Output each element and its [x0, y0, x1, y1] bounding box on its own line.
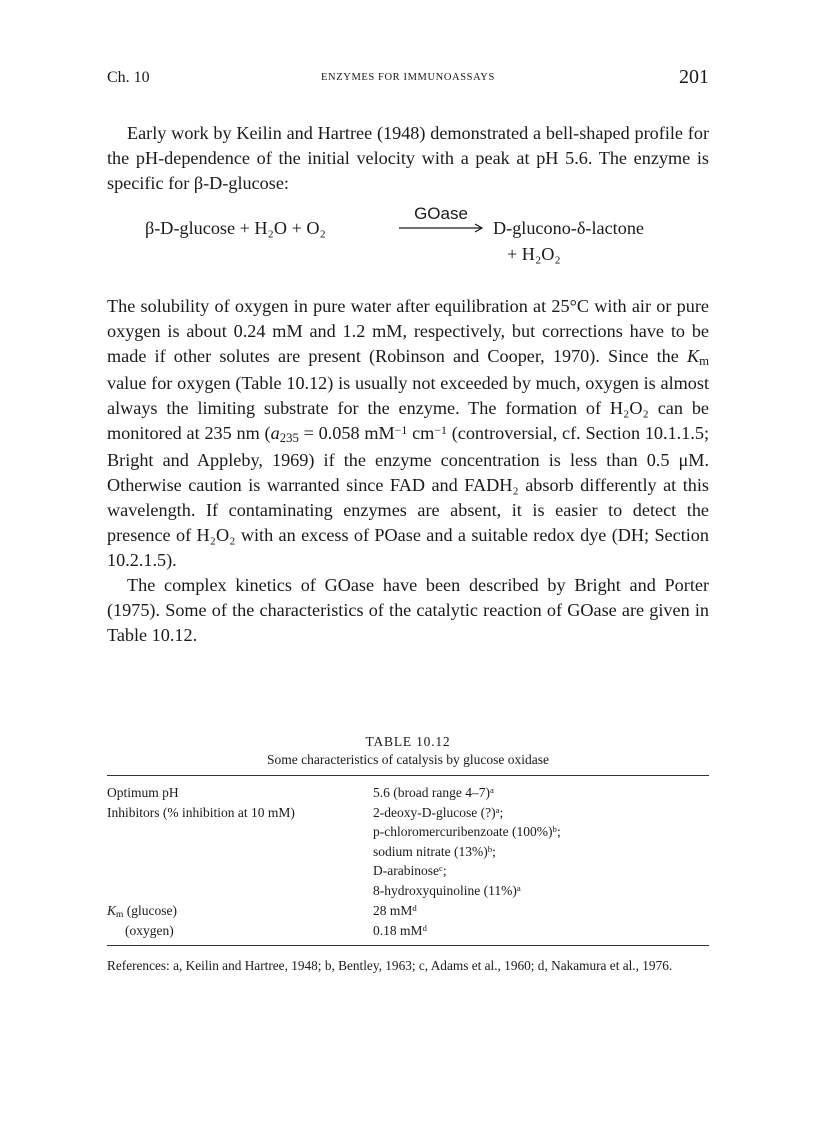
separator: ;: [492, 843, 496, 859]
km-subscript: m: [699, 354, 709, 369]
row-label: [107, 882, 373, 902]
reaction-product-1: D-glucono-δ-lactone: [493, 218, 644, 238]
km-subscript: m: [116, 909, 124, 920]
row-label: [107, 823, 373, 843]
exponent-2: −1: [434, 422, 447, 437]
ref-mark: d: [422, 923, 427, 934]
characteristics-table: [107, 784, 709, 942]
exponent-1: −1: [394, 422, 408, 437]
table-row: [107, 784, 709, 804]
chapter-label: Ch. 10: [107, 69, 150, 86]
running-title: ENZYMES FOR IMMUNOASSAYS: [321, 72, 495, 83]
ref-mark: b: [552, 824, 557, 835]
paragraph-2: [107, 294, 709, 648]
separator: ;: [499, 804, 504, 820]
row-value: [373, 784, 709, 804]
p2-seg-2: value for oxygen (Table 10.12) is usually not exceeded by much, oxygen is almost always the limiting substrate for the enzyme. The formation of: [107, 373, 709, 418]
value-text: 5.6 (broad range 4–7): [373, 785, 490, 800]
row-label: Inhibitors (% inhibition at 10 mM): [107, 804, 295, 820]
row-label: [107, 862, 373, 882]
catalyst-label: GOase: [414, 204, 468, 223]
value-text: 8-hydroxyquinoline (11%): [373, 882, 517, 898]
reaction-product-2: + H₂O₂: [507, 244, 561, 264]
row-value: [373, 823, 709, 843]
paragraph-3-text: The complex kinetics of GOase have been described by Bright and Porter (1975). Some of the characteristics of the catalytic reaction of GOase are given in Table 10.12.: [107, 575, 709, 645]
table-bottom-rule: [107, 945, 709, 946]
table-row: [107, 823, 709, 843]
p2-seg-5: cm: [407, 423, 435, 443]
table-title: Some characteristics of catalysis by glucose oxidase: [267, 752, 549, 767]
ref-mark: c: [438, 863, 443, 874]
p2-seg-8: with an excess of POase and a suitable redox dye (DH; Section 10.2.1.5).: [107, 525, 709, 570]
table-references: References: a, Keilin and Hartree, 1948; b, Bentley, 1963; c, Adams et al., 1960; d, Nakamura et al., 1976.: [107, 958, 673, 973]
paragraph-1: [107, 121, 709, 196]
table-row: [107, 882, 709, 902]
ref-mark: b: [487, 843, 493, 854]
p2-seg-1: The solubility of oxygen in pure water after equilibration at 25°C with air or pure oxygen is about 0.24 mM and 1.2 mM, respectively, but corrections have to be made if other solutes are present (Robinson and Cooper, 1970). Since the: [107, 296, 709, 366]
separator: ;: [556, 824, 561, 840]
value-text: D-arabinose: [373, 863, 439, 879]
table-label: [107, 734, 709, 750]
row-label: [107, 843, 373, 863]
h2o2-formula: H₂O₂: [609, 398, 649, 418]
table-row: [107, 843, 709, 863]
label-rest: (glucose): [123, 902, 177, 918]
table-row: [107, 922, 709, 942]
row-label: (oxygen): [125, 923, 174, 939]
reaction-arrow: [397, 204, 485, 244]
separator: ;: [442, 863, 447, 879]
right-arrow-icon: [397, 222, 485, 234]
table-row: [107, 804, 709, 824]
p2-seg-6: (controversial, cf. Section 10.1.1.5; Bright and Appleby, 1969) if the enzyme concentration is less than 0.5 μM. Otherwise caution is warranted since FAD and: [107, 423, 709, 495]
ref-mark: a: [489, 785, 494, 796]
absorbance-symbol: a: [270, 423, 280, 443]
h2o2-formula-2: H₂O₂: [196, 525, 236, 545]
p2-seg-3: can be monitored at 235 nm (: [107, 398, 709, 443]
value-text: 2-deoxy-D-glucose (?): [373, 804, 496, 820]
glucose-term: β-D-glucose:: [193, 173, 289, 193]
p2-seg-4: = 0.058 mM: [298, 423, 395, 443]
row-value: [373, 902, 709, 923]
km-symbol: K: [686, 346, 700, 366]
value-text: sodium nitrate (13%): [373, 843, 488, 859]
row-label: [107, 902, 373, 923]
row-value: [373, 804, 709, 824]
table-row: [107, 862, 709, 882]
absorbance-subscript: 235: [279, 431, 299, 446]
row-label: Optimum pH: [107, 785, 179, 800]
ref-mark: a: [516, 883, 521, 894]
row-value: [373, 862, 709, 882]
table-top-rule: [107, 775, 709, 776]
table-number: TABLE 10.12: [365, 734, 451, 749]
row-value: [373, 843, 709, 863]
table-row: [107, 902, 709, 923]
paragraph-1-text: Early work by Keilin and Hartree (1948) demonstrated a bell-shaped profile for the pH-dependence of the initial velocity with a peak at pH 5.6. The enzyme is specific for: [107, 123, 709, 193]
ref-mark: a: [495, 804, 500, 815]
fadh2-formula: FADH₂: [464, 475, 519, 495]
ref-mark: d: [412, 902, 417, 913]
row-value: [373, 882, 709, 902]
paragraph-3: [107, 573, 709, 648]
p2-seg-7: absorb differently at this wavelength. If contaminating enzymes are absent, it is easier to detect the presence of: [107, 475, 709, 545]
value-text: 0.18 mM: [373, 923, 423, 939]
row-value: [373, 922, 709, 942]
page-number: 201: [679, 66, 709, 88]
value-text: 28 mM: [373, 902, 413, 918]
value-text: p-chloromercuribenzoate (100%): [373, 824, 553, 840]
km-symbol: K: [107, 902, 117, 918]
reaction-reactants: β-D-glucose + H₂O + O₂: [145, 218, 326, 238]
